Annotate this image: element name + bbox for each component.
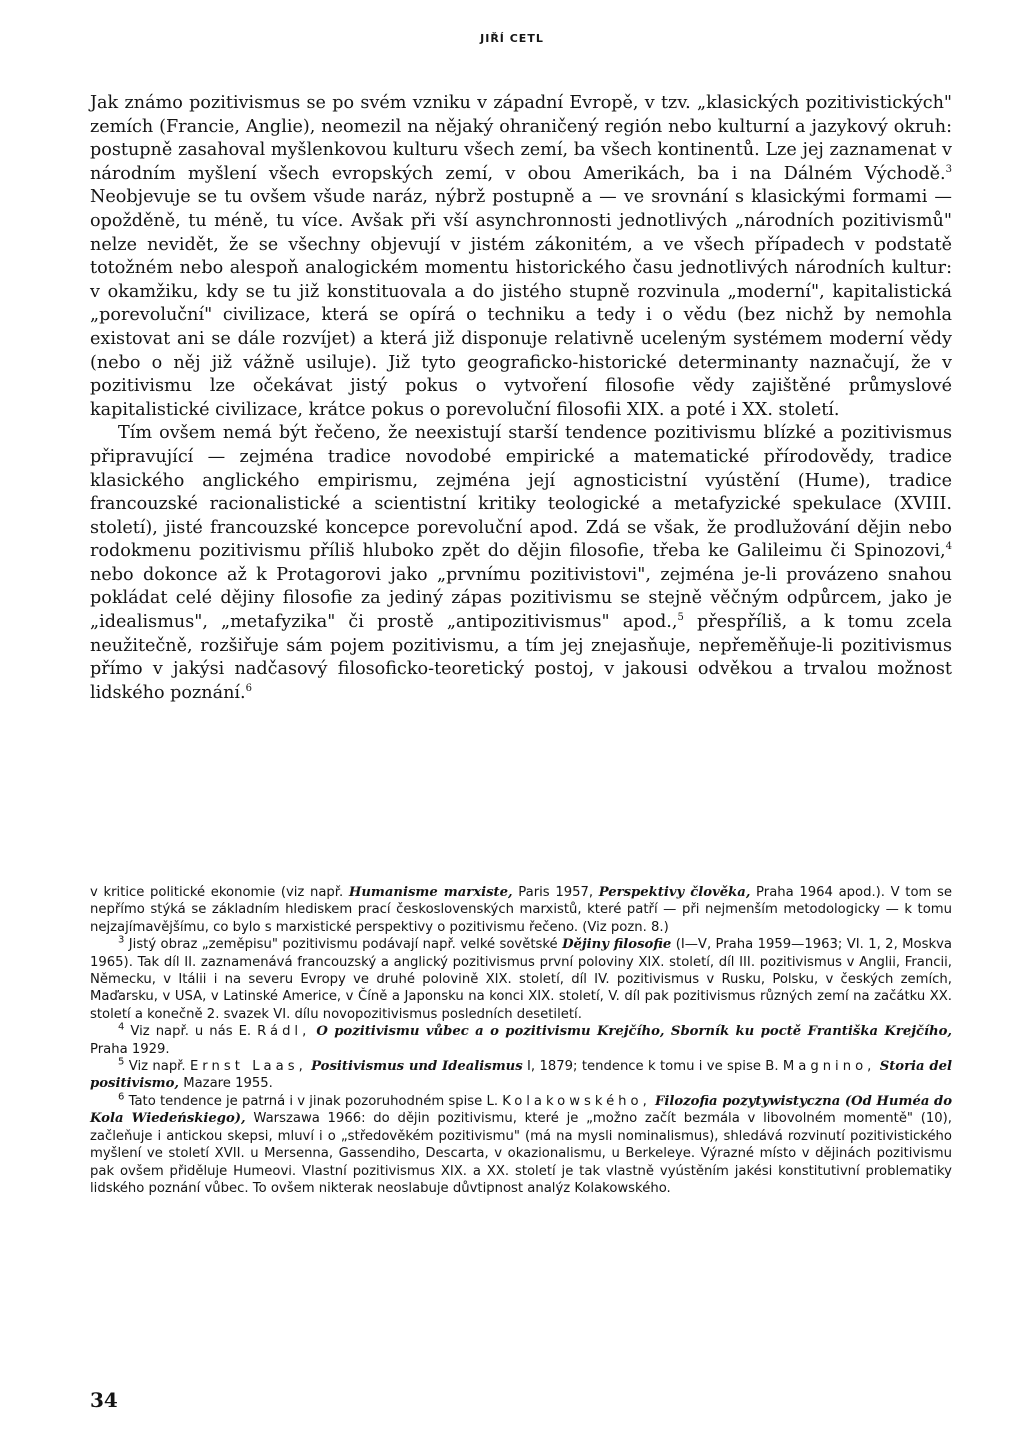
footnote-5: $^5$ Viz např. Ernst Laas, Positivismus und Idealismus I, 1879; tendence k tomu i ve spise B. Magnino, Storia del positivismo, Mazare 1955. [90, 1056, 952, 1092]
footnote-ref-4[interactable]: 4 [945, 541, 952, 553]
paragraph-2: Tím ovšem nemá být řečeno, že neexistují starší tendence pozitivismu blízké a pozitivismus připravující — zejména tradice novodobé empirické a matematické přírodovědy, tradice klasického anglického empirismu, zejména její agnosticistní vyústění (Hume), tradice francouzské racionalistické a scientistní kritiky teologické a metafyzické spekulace (XVIII. století), jisté francouzské koncepce porevoluční apod. Zdá se však, že prodlužování dějin nebo rodokmenu pozitivismu příliš hluboko zpět do dějin filosofie, třeba ke Galileimu či Spinozovi,$^4$ nebo dokonce až k Protagorovi jako „prvnímu pozitivistovi", zejména je-li provázeno snahou pokládat celé dějiny filosofie za jediný zápas pozitivismu se stejně věčným odpůrcem, jako je „idealismus", „metafyzika" či prostě „antipozitivismus" apod.,$^5$ přespříliš, a k tomu zcela neužitečně, rozšiřuje sám pojem pozitivismu, a tím jej znejasňuje, nepřeměňuje-li pozitivismus přímo v jakýsi nadčasový filosoficko-teoretický postoj, v jakousi odvěkou a trvalou možnost lidského poznání.$^6$ [90, 423, 952, 703]
footnote-3: $^3$ Jistý obraz „zeměpisu" pozitivismu podávají např. velké sovětské Dějiny filosofie (I—V, Praha 1959—1963; VI. 1, 2, Moskva 1965). Tak díl II. zaznamenává francouzský a anglický pozitivismus první poloviny XIX. století, díl III. pozitivismus v Anglii, Francii, Německu, v Itálii i na severu Evropy ve druhé polovině XIX. století, díl IV. pozitivismus v Rusku, Polsku, v českých zemích, Maďarsku, v USA, v Latinské Americe, v Číně a Japonsku na konci XIX. století, V. díl pak pozitivismus různých zemí na začátku XX. století a konečně 2. svazek VI. dílu novopozitivismus posledních desetiletí. [90, 934, 952, 1022]
footnote-ref-3[interactable]: 3 [945, 163, 952, 175]
footnote-4: $^4$ Viz např. u nás E. Rádl, O pozitivismu vůbec a o pozitivismu Krejčího, Sborník ku poctě Františka Krejčího, Praha 1929. [90, 1021, 953, 1057]
footnote-ref-6[interactable]: 6 [245, 682, 253, 694]
main-text [90, 92, 952, 705]
footnotes [90, 884, 952, 1197]
footnote-continuation: v kritice politické ekonomie (viz např. Humanisme marxiste, Paris 1957, Perspektivy člověka, Praha 1964 apod.). V tom se nepřímo stýká se základním hlediskem prací československých marxistů, které patří — při nejmenším metodologicky — k tomu nejzajímavějšímu, co bylo s marxistické perspektivy o pozitivismu řečeno. (Viz pozn. 8.) [90, 885, 952, 935]
footnote-6: $^6$ Tato tendence je patrná i v jinak pozoruhodném spise L. Kolakowského, Filozofia pozytywistyczna (Od Huméa do Kola Wiedeńskiego), Warszawa 1966: do dějin pozitivismu, které je „možno začít bezmála v libovolném momentě" (10), začleňuje i antickou skepsi, mluví i o „středověkém pozitivismu" (má na mysli nominalismus), shledává rozvinutí pozitivistického myšlení ve století XVII. u Mersenna, Gassendiho, Descarta, v okazionalismu, u Berkeleye. Výrazné místo v dějinách pozitivismu pak ovšem přiděluje Humeovi. Vlastní pozitivismus XIX. a XX. století je tak vlastně vyústěním jakési konstitutivní problematiky lidského poznání vůbec. To ovšem nikterak neoslabuje důvtipnost analýz Kolakowského. [90, 1091, 952, 1196]
paragraph-1: Jak známo pozitivismus se po svém vzniku v západní Evropě, v tzv. „klasických pozitivistických" zemích (Francie, Anglie), neomezil na nějaký ohraničený región nebo kulturní a jazykový okruh: postupně zasahoval myšlenkovou kulturu všech zemí, ba všech kontinentů. Lze jej zaznamenat v národním myšlení všech evropských zemí, v obou Amerikách, ba i na Dálném Východě.$^3$ Neobjevuje se tu ovšem všude naráz, nýbrž postupně a — ve srovnání s klasickými formami — opožděně, tu méně, tu více. Avšak při vší asynchronnosti jednotlivých „národních pozitivismů" nelze nevidět, že se všechny objevují v jistém zákonitém, a ve všech případech v podstatě totožném nebo alespoň analogickém momentu historického času jednotlivých národních kultur: v okamžiku, kdy se tu již konstituovala a do jistého stupně rozvinula „moderní", kapitalistická „porevoluční" civilizace, která se opírá o techniku a tedy i o vědu (bez nichž by nemohla existovat ani se dále rozvíjet) a která již disponuje relativně uceleným systémem moderní vědy (nebo o něj již vážně usiluje). Již tyto geograficko-historické determinanty naznačují, že v pozitivismu lze očekávat jistý pokus o vytvoření filosofie vědy zajištěné průmyslové kapitalistické civilizace, krátce pokus o porevoluční filosofii XIX. a poté i XX. století. [90, 93, 952, 420]
running-header: JIŘÍ CETL [480, 32, 544, 45]
page-number: 34 [90, 1388, 118, 1412]
footnote-ref-5[interactable]: 5 [677, 612, 684, 624]
